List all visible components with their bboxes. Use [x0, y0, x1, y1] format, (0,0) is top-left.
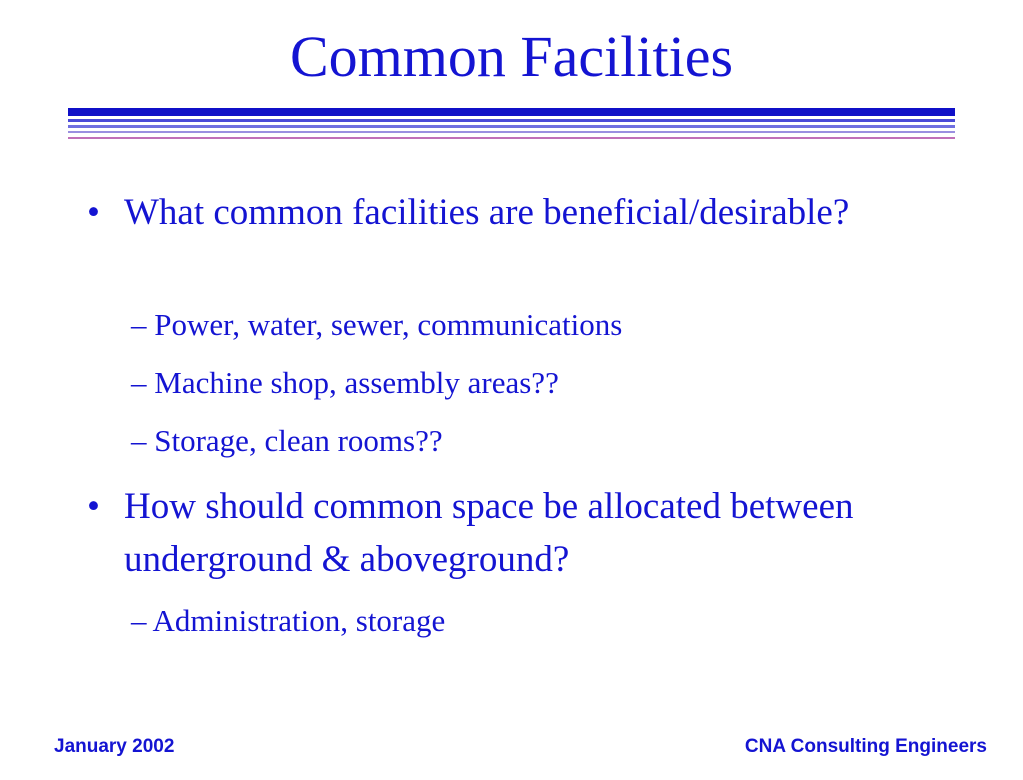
sub-bullet-item: – Storage, clean rooms??: [131, 423, 443, 458]
bullet-item: [0, 480, 1023, 586]
sub-bullet-item: – Power, water, sewer, communications: [131, 307, 623, 342]
slide-title: Common Facilities: [289, 24, 734, 89]
bullet-marker: •: [87, 192, 100, 233]
bullet-text: How should common space be allocated between underground & aboveground?: [124, 486, 854, 580]
sub-bullet-item: – Administration, storage: [131, 603, 446, 638]
footer-date: January 2002: [54, 736, 175, 757]
footer-company: CNA Consulting Engineers: [744, 736, 987, 757]
bullet-text: What common facilities are beneficial/desirable?: [124, 192, 850, 233]
bullet-item: [0, 186, 1023, 292]
sub-bullet-item: – Machine shop, assembly areas??: [131, 365, 559, 400]
bullet-marker: •: [87, 486, 100, 527]
